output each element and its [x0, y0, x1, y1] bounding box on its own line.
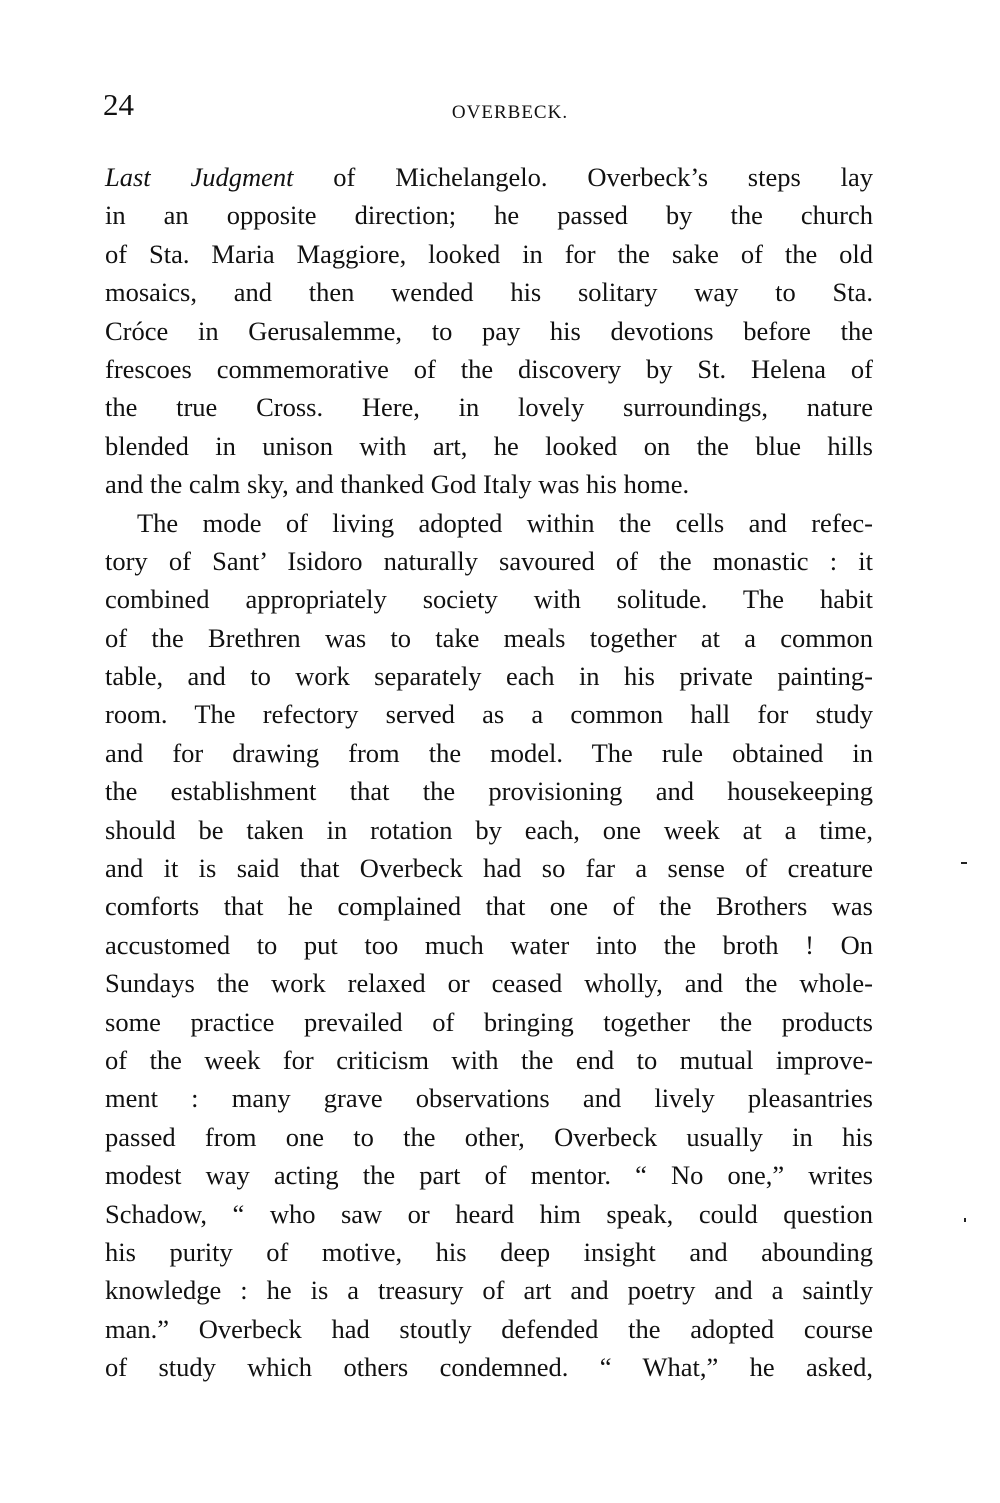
text-line: room. The refectory served as a common hall for study [105, 699, 873, 730]
text-line: knowledge : he is a treasury of art and poetry and a saintly [105, 1275, 873, 1306]
text-line [105, 158, 873, 196]
text-line: tory of Sant’ Isidoro naturally savoured of the monastic : it [105, 545, 873, 576]
text-line: accustomed to put too much water into the broth ! On [105, 929, 873, 960]
text-line: and for drawing from the model. The rule obtained in [105, 737, 873, 768]
text-line: his purity of motive, his deep insight and abounding [105, 1236, 873, 1267]
text-line: modest way acting the part of mentor. “ No one,” writes [105, 1160, 873, 1191]
page-number: 24 [103, 87, 134, 122]
text-line: the true Cross. Here, in lovely surroundings, nature [105, 392, 873, 423]
text-line: in an opposite direction; he passed by the church [105, 200, 873, 231]
text-line: Sundays the work relaxed or ceased wholly, and the whole- [105, 968, 873, 999]
text-line: of study which others condemned. “ What,” he asked, [105, 1352, 873, 1383]
paragraph [105, 504, 873, 1387]
text-line: frescoes commemorative of the discovery by St. Helena of [105, 353, 873, 384]
text-line: and the calm sky, and thanked God Italy was his home. [105, 469, 690, 500]
text-line: Schadow, “ who saw or heard him speak, could question [105, 1198, 873, 1229]
text-line: and it is said that Overbeck had so far a sense of creature [105, 853, 873, 884]
line-text: of Michelangelo. Overbeck’s steps lay [293, 162, 873, 192]
text-line: table, and to work separately each in his private painting- [105, 661, 873, 692]
text-line: man.” Overbeck had stoutly defended the adopted course [105, 1313, 873, 1344]
text-line: blended in unison with art, he looked on the blue hills [105, 430, 873, 461]
scan-artifact-mark [964, 1218, 966, 1222]
text-line: should be taken in rotation by each, one week at a time, [105, 814, 873, 845]
body-text [105, 158, 873, 1387]
italic-title: Last Judgment [105, 162, 294, 192]
text-line: combined appropriately society with solitude. The habit [105, 584, 873, 615]
text-line: ment : many grave observations and lively pleasantries [105, 1083, 873, 1114]
text-line: Cróce in Gerusalemme, to pay his devotions before the [105, 315, 873, 346]
text-line: of Sta. Maria Maggiore, looked in for the sake of the old [105, 238, 873, 269]
text-line: comforts that he complained that one of the Brothers was [105, 891, 873, 922]
text-line: The mode of living adopted within the cells and refec- [137, 507, 873, 538]
text-line: of the week for criticism with the end to mutual improve- [105, 1044, 873, 1075]
text-line: the establishment that the provisioning and housekeeping [105, 776, 873, 807]
running-head: OVERBECK. [451, 102, 569, 123]
paragraph [105, 158, 873, 504]
text-line: passed from one to the other, Overbeck usually in his [105, 1121, 873, 1152]
text-line: some practice prevailed of bringing together the products [105, 1006, 873, 1037]
scan-artifact-mark [961, 862, 967, 864]
text-line: of the Brethren was to take meals together at a common [105, 622, 873, 653]
text-line: mosaics, and then wended his solitary way to Sta. [105, 277, 873, 308]
